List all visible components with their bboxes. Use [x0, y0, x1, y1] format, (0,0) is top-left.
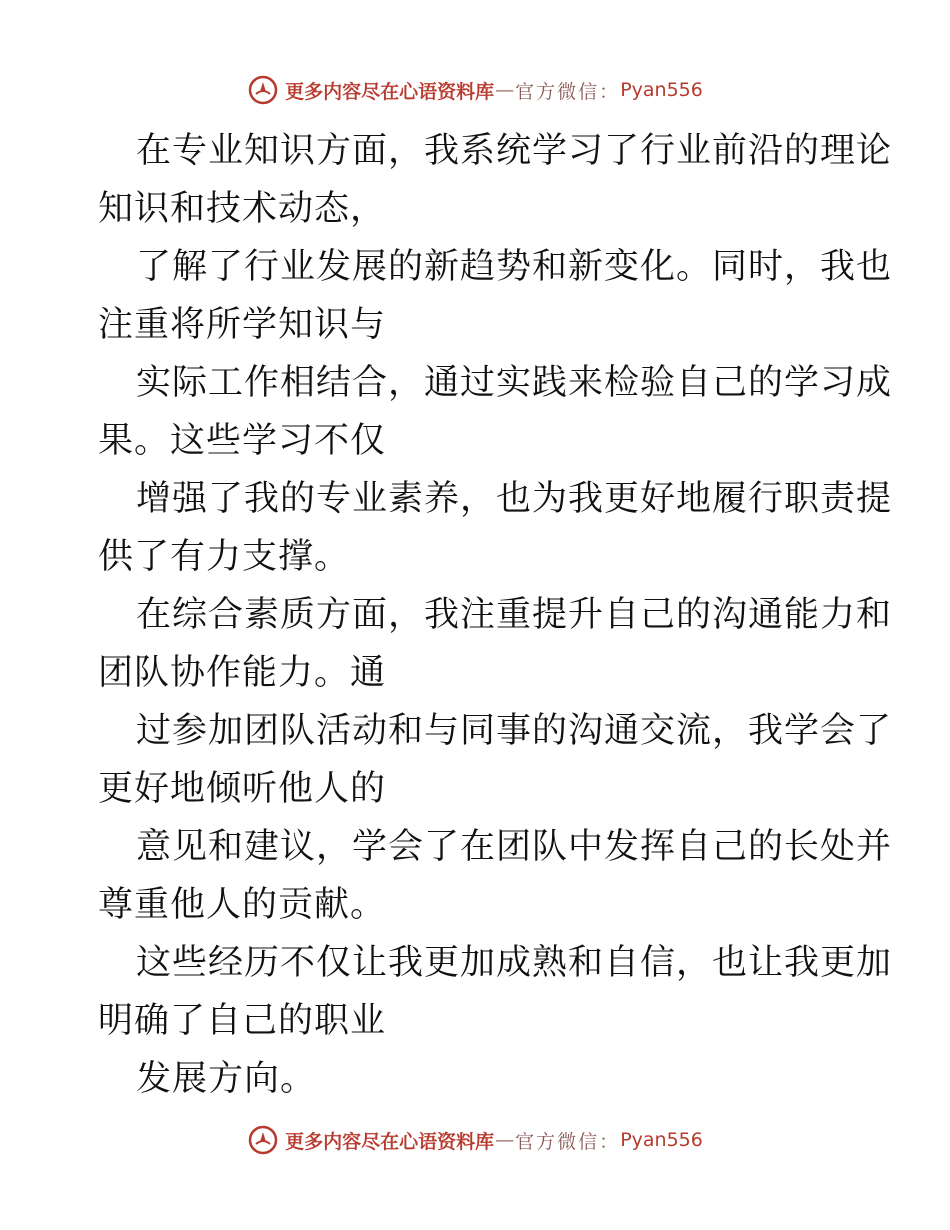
paragraph-line: 了解了行业发展的新趋势和新变化。同时，我也 — [136, 247, 893, 287]
paragraph-line: 实际工作相结合，通过实践来检验自己的学习成 — [136, 363, 893, 403]
paragraph-line: 团队协作能力。通 — [98, 653, 387, 693]
header-wechat-id: Pyan556 — [620, 79, 703, 101]
paragraph-line: 更好地倾听他人的 — [98, 769, 387, 809]
paragraph-line: 明确了自己的职业 — [98, 1001, 387, 1041]
book-quill-logo-icon — [247, 1124, 279, 1156]
book-quill-logo-icon — [247, 74, 279, 106]
paragraph — [98, 586, 893, 702]
paragraph — [98, 470, 893, 586]
paragraph — [98, 354, 893, 470]
paragraph-line: 注重将所学知识与 — [98, 305, 387, 345]
paragraph-line: 意见和建议，学会了在团队中发挥自己的长处并 — [136, 827, 893, 867]
paragraph — [98, 702, 893, 818]
paragraph-line: 这些经历不仅让我更加成熟和自信，也让我更加 — [136, 943, 893, 983]
footer-wechat-label: 官方微信： — [515, 1130, 621, 1153]
paragraph-line: 尊重他人的贡献。 — [98, 885, 387, 925]
paragraph — [98, 934, 893, 1050]
header-separator: — — [495, 79, 515, 101]
paragraph-line: 发展方向。 — [136, 1059, 317, 1099]
footer-separator: — — [495, 1129, 515, 1151]
paragraph — [98, 122, 893, 238]
paragraph-line: 增强了我的专业素养，也为我更好地履行职责提 — [136, 479, 893, 519]
document-body — [98, 122, 893, 1108]
paragraph-line: 供了有力支撑。 — [98, 537, 351, 577]
header-banner — [0, 70, 950, 110]
paragraph-line: 在综合素质方面，我注重提升自己的沟通能力和 — [136, 595, 893, 635]
paragraph-line: 过参加团队活动和与同事的沟通交流，我学会了 — [136, 711, 893, 751]
paragraph — [98, 1050, 858, 1108]
footer-wechat-id: Pyan556 — [620, 1129, 703, 1151]
paragraph-line: 在专业知识方面，我系统学习了行业前沿的理论 — [136, 131, 893, 171]
footer-brand-text: 更多内容尽在心语资料库 — [285, 1130, 495, 1153]
header-brand-text: 更多内容尽在心语资料库 — [285, 80, 495, 103]
paragraph-line: 果。这些学习不仅 — [98, 421, 387, 461]
footer-banner — [0, 1120, 950, 1160]
paragraph — [98, 238, 893, 354]
paragraph-line: 知识和技术动态， — [98, 189, 387, 229]
header-wechat-label: 官方微信： — [515, 80, 621, 103]
paragraph — [98, 818, 893, 934]
